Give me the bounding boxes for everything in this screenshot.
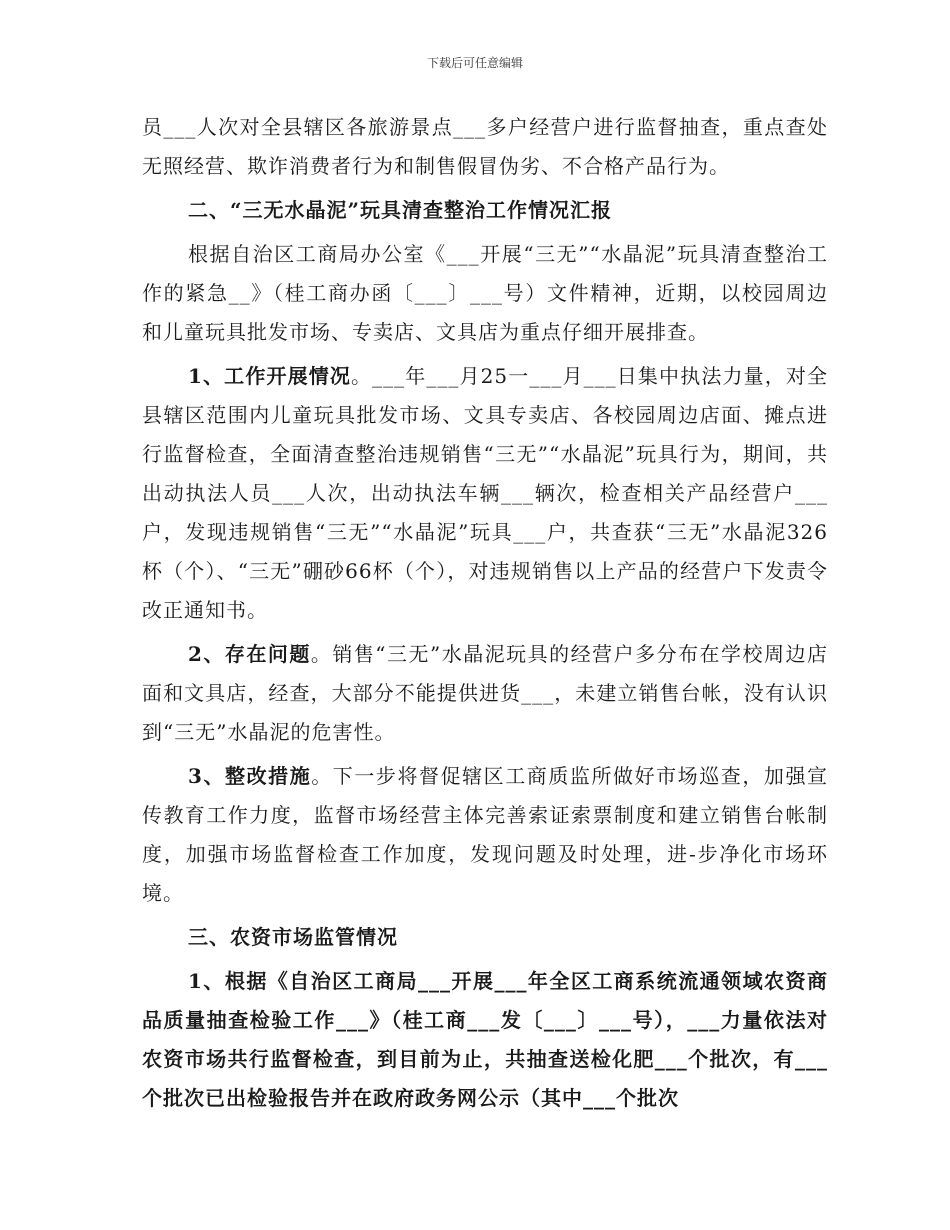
section-heading-agri-market: 三、农资市场监管情况 — [188, 925, 398, 949]
subheading-rectification: 3、整改措施 — [188, 764, 312, 788]
page-header-note: 下载后可任意编辑 — [426, 56, 523, 70]
text-existing-problems: 。销售“三无”水晶泥玩具的经营户多分布在学校周边店面和文具店，经查，大部分不能提供进货___，未建立销售台帐，没有认识到“三无”水晶泥的危害性。 — [142, 642, 828, 744]
text-work-progress: 。___年___月25一___月___日集中执法力量，对全县辖区范围内儿童玩具批发市场、文具专卖店、各校园周边店面、摊点进行监督检查，全面清查整治违规销售“三无”“水晶泥”玩具行为，期间，共出动执法人员___人次，出动执法车辆___辆次，检查相关产品经营户___户，发现违规销售“三无”“水晶泥”玩具___户，共查获“三无”水晶泥326杯（个）、“三无”硼砂66杯（个），对违规销售以上产品的经营户下发责令改正通知书。 — [142, 364, 828, 622]
paragraph-existing-problems — [142, 635, 828, 752]
text-rectification: 。下一步将督促辖区工商质监所做好市场巡查，加强宣传教育工作力度，监督市场经营主体完善索证索票制度和建立销售台帐制度，加强市场监督检查工作加度，发现问题及时处理，进-步净化市场环境。 — [142, 764, 829, 905]
section-heading-crystal-mud: 二、“三无水晶泥”玩具清查整治工作情况汇报 — [188, 198, 613, 222]
paragraph-rectification — [142, 757, 828, 913]
subheading-existing-problems: 2、存在问题 — [188, 642, 311, 666]
paragraph-tourism-inspection: 员___人次对全县辖区各旅游景点___多户经营户进行监督抽查，重点查处无照经营、欺诈消费者行为和制售假冒伪劣、不合格产品行为。 — [142, 115, 828, 178]
paragraph-notice-basis: 根据自治区工商局办公室《___开展“三无”“水晶泥”玩具清查整治工作的紧急__》（桂工商办函〔___〕___号）文件精神，近期，以校园周边和儿童玩具批发市场、专卖店、文具店为重点仔细开展排查。 — [142, 242, 828, 344]
paragraph-agri-inspection: 1、根据《自治区工商局___开展___年全区工商系统流通领域农资商品质量抽查检验工作___》（桂工商___发〔___〕___号），___力量依法对农资市场共行监督检查，到目前为止，共抽查送检化肥___个批次，有___个批次已出检验报告并在政府政务网公示（其中___个批次 — [142, 969, 828, 1110]
document-body — [142, 108, 828, 1118]
subheading-work-progress: 1、工作开展情况 — [188, 364, 351, 388]
paragraph-work-progress — [142, 357, 828, 630]
